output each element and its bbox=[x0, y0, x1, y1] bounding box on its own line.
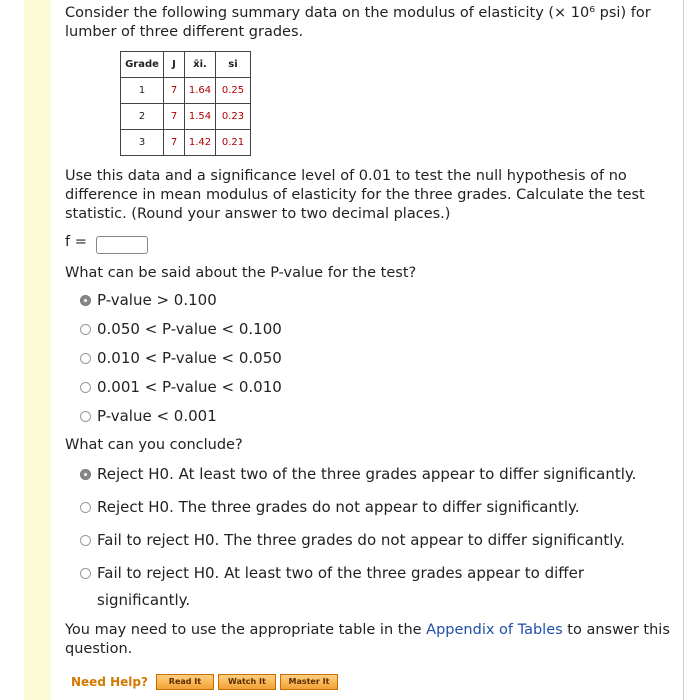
question-pvalue: What can be said about the P-value for the test? bbox=[65, 265, 417, 281]
question-test-statistic: Use this data and a significance level of 0.01 to test the null hypothesis of no difference in mean modulus of elasticity for the three grades. Calculate the test statistic. (Round your answer to two decimal places.) bbox=[65, 168, 645, 222]
option-label: 0.050 < P-value < 0.100 bbox=[97, 320, 282, 338]
table-row bbox=[121, 130, 251, 156]
option-label: Fail to reject H0. At least two of the three grades appear to differ significantly. bbox=[97, 564, 584, 609]
radio-selected-icon[interactable] bbox=[80, 295, 91, 306]
f-label: f = bbox=[65, 234, 87, 250]
pvalue-option-4[interactable] bbox=[80, 378, 282, 396]
option-label: P-value > 0.100 bbox=[97, 291, 217, 309]
conclusion-option-2[interactable] bbox=[80, 498, 667, 521]
header-grade: Grade bbox=[121, 52, 164, 78]
header-xbar: x̄i. bbox=[185, 52, 216, 78]
f-answer-input[interactable] bbox=[96, 236, 148, 254]
option-label: Reject H0. The three grades do not appear to differ significantly. bbox=[97, 498, 580, 516]
radio-icon[interactable] bbox=[80, 353, 91, 364]
summary-table bbox=[120, 51, 251, 156]
table-row bbox=[121, 104, 251, 130]
table-row bbox=[121, 78, 251, 104]
watch-it-button[interactable]: Watch It bbox=[218, 674, 276, 690]
pvalue-option-5[interactable] bbox=[80, 407, 217, 425]
conclusion-option-1[interactable] bbox=[80, 465, 667, 488]
cell-j: 7 bbox=[164, 130, 185, 156]
left-margin-bar bbox=[24, 0, 52, 700]
cell-grade: 3 bbox=[121, 130, 164, 156]
cell-s: 0.23 bbox=[216, 104, 251, 130]
radio-selected-icon[interactable] bbox=[80, 469, 91, 480]
cell-grade: 1 bbox=[121, 78, 164, 104]
header-s: si bbox=[216, 52, 251, 78]
cell-s: 0.25 bbox=[216, 78, 251, 104]
master-it-button[interactable]: Master It bbox=[280, 674, 338, 690]
option-label: Fail to reject H0. The three grades do not appear to differ significantly. bbox=[97, 531, 625, 549]
question-conclusion: What can you conclude? bbox=[65, 437, 243, 453]
cell-j: 7 bbox=[164, 104, 185, 130]
radio-icon[interactable] bbox=[80, 382, 91, 393]
need-help-label: Need Help? bbox=[71, 675, 148, 689]
cell-xbar: 1.54 bbox=[185, 104, 216, 130]
radio-icon[interactable] bbox=[80, 568, 91, 579]
appendix-link[interactable]: Appendix of Tables bbox=[426, 622, 563, 638]
option-label: Reject H0. At least two of the three grades appear to differ significantly. bbox=[97, 465, 637, 483]
radio-icon[interactable] bbox=[80, 324, 91, 335]
appendix-note bbox=[65, 621, 675, 659]
read-it-button[interactable]: Read It bbox=[156, 674, 214, 690]
option-label: 0.001 < P-value < 0.010 bbox=[97, 378, 282, 396]
need-help-bar bbox=[71, 674, 342, 690]
problem-intro bbox=[65, 4, 675, 42]
option-label: P-value < 0.001 bbox=[97, 407, 217, 425]
table-header-row bbox=[121, 52, 251, 78]
cell-xbar: 1.42 bbox=[185, 130, 216, 156]
conclusion-option-3[interactable] bbox=[80, 531, 667, 554]
radio-icon[interactable] bbox=[80, 502, 91, 513]
note-text-pre: You may need to use the appropriate table in the bbox=[65, 622, 422, 638]
note-text-post: to answer this question. bbox=[65, 622, 670, 657]
pvalue-option-2[interactable] bbox=[80, 320, 282, 338]
cell-s: 0.21 bbox=[216, 130, 251, 156]
radio-icon[interactable] bbox=[80, 411, 91, 422]
option-label: 0.010 < P-value < 0.050 bbox=[97, 349, 282, 367]
pvalue-option-3[interactable] bbox=[80, 349, 282, 367]
conclusion-option-4[interactable] bbox=[80, 564, 667, 614]
cell-j: 7 bbox=[164, 78, 185, 104]
header-j: J bbox=[164, 52, 185, 78]
cell-grade: 2 bbox=[121, 104, 164, 130]
intro-text: Consider the following summary data on the modulus of elasticity (× 10⁶ psi) for lumber of three different grades. bbox=[65, 5, 651, 40]
pvalue-option-1[interactable] bbox=[80, 291, 217, 309]
radio-icon[interactable] bbox=[80, 535, 91, 546]
cell-xbar: 1.64 bbox=[185, 78, 216, 104]
